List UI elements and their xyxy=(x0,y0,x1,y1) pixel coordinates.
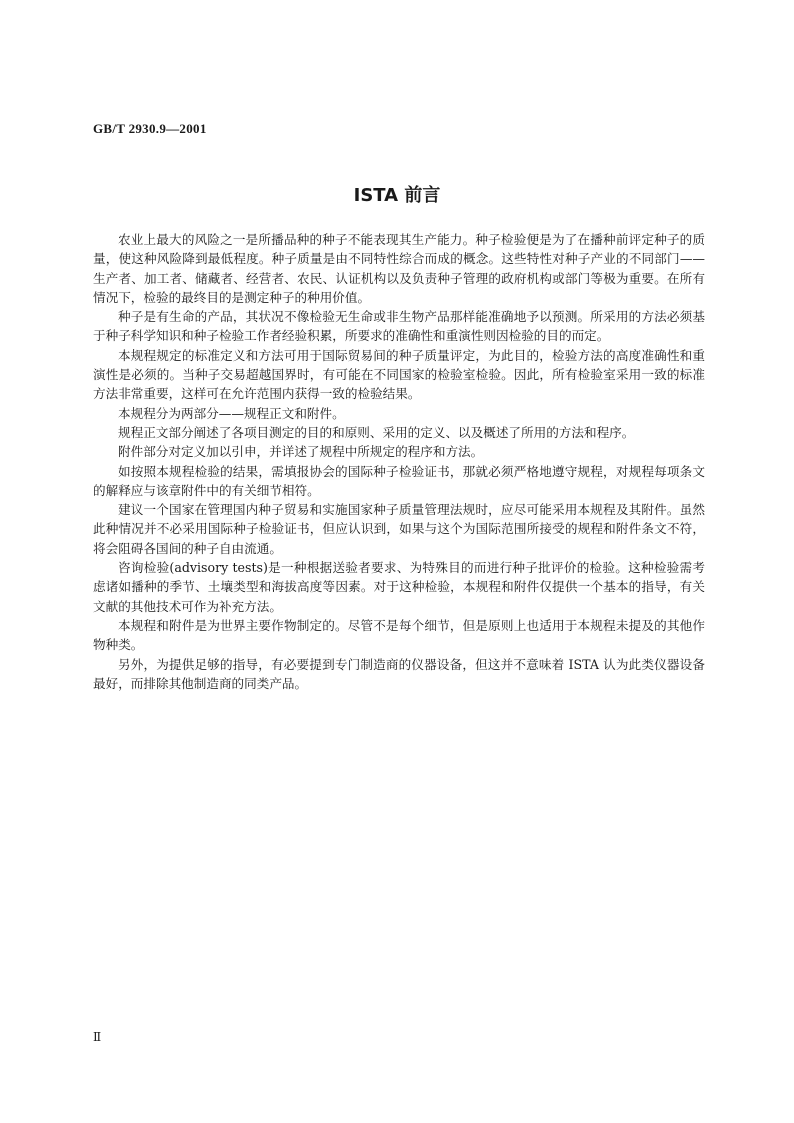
page-number: Ⅱ xyxy=(93,1030,102,1044)
paragraph: 本规程分为两部分——规程正文和附件。 xyxy=(118,405,345,421)
paragraph: 如按照本规程检验的结果，需填报协会的国际种子检验证书，那就必须严格地遵守规程，对规程每项条文的解释应与该章附件中的有关细节相符。 xyxy=(93,463,705,498)
paragraph: 本规程规定的标准定义和方法可用于国际贸易间的种子质量评定，为此目的，检验方法的高度准确性和重演性是必须的。当种子交易超越国界时，有可能在不同国家的检验室检验。因此，所有检验室采用一致的标准方法非常重要，这样可在允许范围内获得一致的检验结果。 xyxy=(93,347,705,402)
paragraph: 本规程和附件是为世界主要作物制定的。尽管不是每个细节，但是原则上也适用于本规程未提及的其他作物种类。 xyxy=(93,617,705,653)
paragraph: 建议一个国家在管理国内种子贸易和实施国家种子质量管理法规时，应尽可能采用本规程及其附件。虽然此种情况并不必采用国际种子检验证书，但应认识到，如果与这个为国际范围所接受的规程和附件条文不符，将会阻碍各国间的种子自由流通。 xyxy=(93,502,705,556)
body-text xyxy=(93,230,705,693)
standard-code: GB/T 2930.9—2001 xyxy=(93,121,207,136)
paragraph: 咨询检验(advisory tests)是一种根据送验者要求、为特殊目的而进行种子批评价的检验。这种检验需考虑诸如播种的季节、土壤类型和海拔高度等因素。对于这种检验，本规程和附件仅提供一个基本的指导，有关文献的其他技术可作为补充方法。 xyxy=(93,560,705,614)
paragraph: 附件部分对定义加以引申，并详述了规程中所规定的程序和方法。 xyxy=(118,444,484,460)
paragraph: 种子是有生命的产品，其状况不像检验无生命或非生物产品那样能准确地予以预测。所采用的方法必须基于种子科学知识和种子检验工作者经验积累，所要求的准确性和重演性则因检验的目的而定。 xyxy=(93,309,705,344)
paragraph: 农业上最大的风险之一是所播品种的种子不能表现其生产能力。种子检验便是为了在播种前评定种子的质量，使这种风险降到最低程度。种子质量是由不同特性综合而成的概念。这些特性对种子产业的不同部门——生产者、加工者、储藏者、经营者、农民、认证机构以及负责种子管理的政府机构或部门等极为重要。在所有情况下，检验的最终目的是测定种子的种用价值。 xyxy=(93,232,705,305)
page-title: ISTA 前言 xyxy=(353,185,441,206)
paragraph: 规程正文部分阐述了各项目测定的目的和原则、采用的定义、以及概述了所用的方法和程序。 xyxy=(118,424,635,440)
paragraph: 另外，为提供足够的指导，有必要提到专门制造商的仪器设备，但这并不意味着 ISTA 认为此类仪器设备最好，而排除其他制造商的同类产品。 xyxy=(93,656,705,691)
